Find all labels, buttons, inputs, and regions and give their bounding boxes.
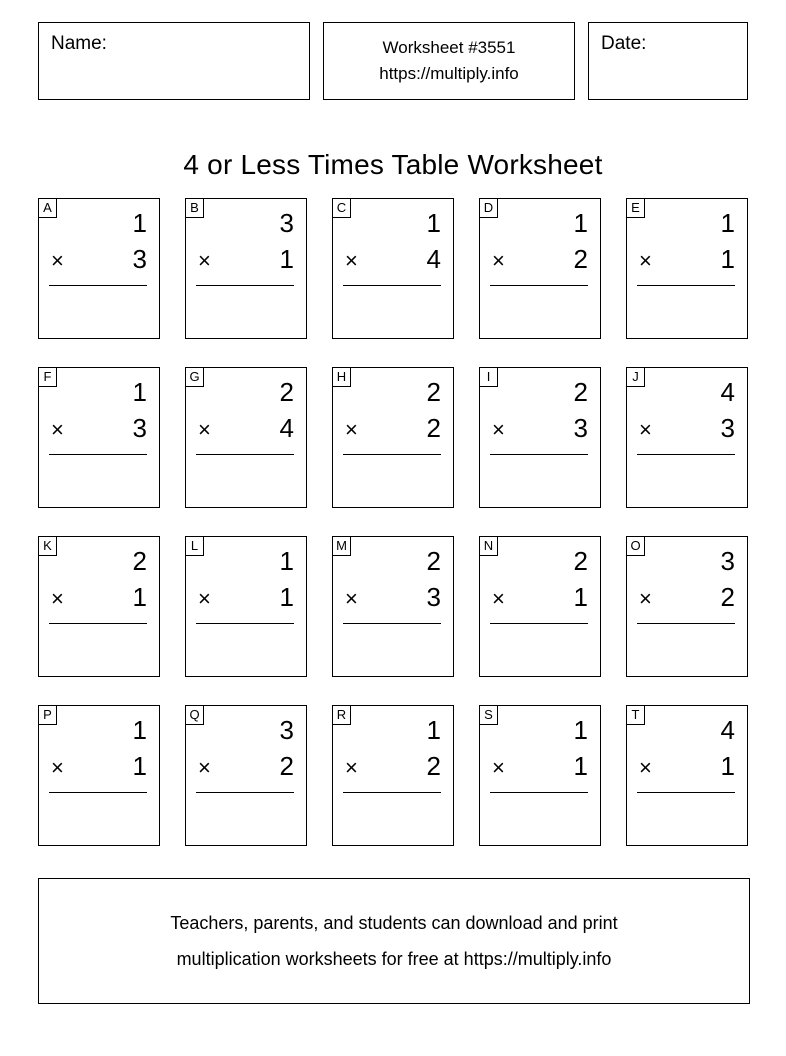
site-url: https://multiply.info	[379, 64, 519, 83]
operand-bottom: 2	[426, 751, 441, 781]
problem-operands	[627, 205, 749, 277]
problem-cell[interactable]	[38, 705, 160, 846]
operand-top: 2	[279, 377, 294, 407]
operand-top: 1	[132, 377, 147, 407]
answer-rule	[490, 792, 588, 793]
problem-label: G	[186, 368, 204, 387]
problem-operands	[333, 543, 455, 615]
problem-operands	[627, 543, 749, 615]
multiply-icon: ×	[492, 755, 505, 780]
problem-operands	[39, 543, 161, 615]
problem-cell[interactable]	[185, 705, 307, 846]
problem-label: O	[627, 537, 645, 556]
problem-cell[interactable]	[185, 367, 307, 508]
operand-top: 1	[132, 715, 147, 745]
operand-bottom: 2	[426, 413, 441, 443]
answer-rule	[637, 792, 735, 793]
footer-line-2: multiplication worksheets for free at https://multiply.info	[176, 949, 612, 969]
operand-bottom: 1	[573, 582, 588, 612]
problem-operands	[333, 374, 455, 446]
operand-bottom: 3	[720, 413, 735, 443]
operand-bottom-row	[345, 410, 441, 446]
worksheet-id: Worksheet #3551	[382, 38, 516, 57]
answer-rule	[637, 623, 735, 624]
multiply-icon: ×	[639, 586, 652, 611]
problem-cell[interactable]	[185, 536, 307, 677]
operand-bottom-row	[198, 748, 294, 784]
operand-top: 1	[426, 208, 441, 238]
problem-label: D	[480, 199, 498, 218]
operand-top: 4	[720, 715, 735, 745]
multiply-icon: ×	[639, 417, 652, 442]
problem-operands	[186, 712, 308, 784]
problem-cell[interactable]	[626, 198, 748, 339]
operand-bottom: 1	[279, 582, 294, 612]
operand-top: 4	[720, 377, 735, 407]
name-field-box[interactable]	[38, 22, 310, 100]
operand-bottom-row	[492, 241, 588, 277]
problem-cell[interactable]	[479, 198, 601, 339]
operand-bottom: 4	[426, 244, 441, 274]
multiply-icon: ×	[639, 248, 652, 273]
multiply-icon: ×	[492, 248, 505, 273]
operand-bottom-row	[639, 241, 735, 277]
operand-bottom-row	[639, 410, 735, 446]
operand-bottom-row	[639, 748, 735, 784]
answer-rule	[343, 285, 441, 286]
operand-bottom: 2	[573, 244, 588, 274]
footer-line-1: Teachers, parents, and students can download and print	[170, 913, 618, 933]
problem-cell[interactable]	[38, 367, 160, 508]
problem-cell[interactable]	[479, 367, 601, 508]
problem-cell[interactable]	[626, 705, 748, 846]
operand-bottom-row	[492, 748, 588, 784]
problem-label: H	[333, 368, 351, 387]
operand-top: 3	[279, 208, 294, 238]
problem-operands	[39, 374, 161, 446]
multiply-icon: ×	[345, 586, 358, 611]
operand-bottom-row	[345, 748, 441, 784]
operand-top: 3	[720, 546, 735, 576]
problem-operands	[39, 712, 161, 784]
problem-label: F	[39, 368, 57, 387]
operand-bottom: 4	[279, 413, 294, 443]
operand-bottom: 2	[279, 751, 294, 781]
problem-cell[interactable]	[38, 536, 160, 677]
operand-bottom: 1	[279, 244, 294, 274]
problem-label: K	[39, 537, 57, 556]
problem-label: P	[39, 706, 57, 725]
date-label: Date:	[601, 33, 647, 54]
answer-rule	[343, 623, 441, 624]
problem-operands	[333, 205, 455, 277]
worksheet-info-box	[323, 22, 575, 100]
operand-bottom-row	[198, 241, 294, 277]
problem-operands	[333, 712, 455, 784]
answer-rule	[637, 285, 735, 286]
page-title: 4 or Less Times Table Worksheet	[183, 148, 603, 180]
operand-bottom: 3	[426, 582, 441, 612]
answer-rule	[196, 454, 294, 455]
problem-operands	[186, 543, 308, 615]
problem-operands	[627, 374, 749, 446]
problem-cell[interactable]	[332, 367, 454, 508]
operand-top: 2	[426, 546, 441, 576]
operand-bottom: 1	[132, 751, 147, 781]
operand-top: 1	[426, 715, 441, 745]
problem-label: E	[627, 199, 645, 218]
answer-rule	[343, 454, 441, 455]
problem-operands	[480, 543, 602, 615]
problem-cell[interactable]	[626, 367, 748, 508]
operand-top: 2	[132, 546, 147, 576]
multiply-icon: ×	[198, 755, 211, 780]
problem-cell[interactable]	[332, 536, 454, 677]
answer-rule	[49, 285, 147, 286]
problem-cell[interactable]	[332, 705, 454, 846]
problem-cell[interactable]	[38, 198, 160, 339]
problem-label: L	[186, 537, 204, 556]
answer-rule	[490, 454, 588, 455]
operand-top: 1	[720, 208, 735, 238]
operand-bottom-row	[492, 410, 588, 446]
multiply-icon: ×	[198, 248, 211, 273]
problem-label: R	[333, 706, 351, 725]
answer-rule	[49, 623, 147, 624]
multiply-icon: ×	[198, 586, 211, 611]
problem-label: T	[627, 706, 645, 725]
operand-bottom-row	[492, 579, 588, 615]
problem-operands	[480, 712, 602, 784]
problem-operands	[39, 205, 161, 277]
problem-label: Q	[186, 706, 204, 725]
problem-label: A	[39, 199, 57, 218]
problem-label: C	[333, 199, 351, 218]
operand-bottom-row	[639, 579, 735, 615]
multiply-icon: ×	[345, 248, 358, 273]
operand-top: 2	[573, 546, 588, 576]
multiply-icon: ×	[492, 417, 505, 442]
problems-grid	[38, 198, 750, 846]
answer-rule	[343, 792, 441, 793]
multiply-icon: ×	[51, 417, 64, 442]
problem-cell[interactable]	[626, 536, 748, 677]
operand-bottom-row	[198, 410, 294, 446]
multiply-icon: ×	[639, 755, 652, 780]
operand-bottom-row	[51, 410, 147, 446]
problem-label: N	[480, 537, 498, 556]
operand-top: 1	[573, 715, 588, 745]
operand-top: 1	[573, 208, 588, 238]
problem-operands	[627, 712, 749, 784]
operand-top: 1	[132, 208, 147, 238]
operand-top: 3	[279, 715, 294, 745]
answer-rule	[49, 792, 147, 793]
multiply-icon: ×	[51, 755, 64, 780]
answer-rule	[196, 623, 294, 624]
footer-note	[38, 878, 750, 1004]
date-field-box[interactable]	[588, 22, 748, 100]
answer-rule	[490, 285, 588, 286]
multiply-icon: ×	[51, 248, 64, 273]
problem-cell[interactable]	[332, 198, 454, 339]
operand-bottom: 1	[720, 244, 735, 274]
operand-bottom-row	[51, 241, 147, 277]
operand-bottom: 1	[132, 582, 147, 612]
operand-bottom: 1	[573, 751, 588, 781]
operand-top: 2	[426, 377, 441, 407]
answer-rule	[490, 623, 588, 624]
problem-label: J	[627, 368, 645, 387]
problem-cell[interactable]	[185, 198, 307, 339]
problem-label: M	[333, 537, 351, 556]
operand-bottom-row	[345, 579, 441, 615]
problem-cell[interactable]	[479, 705, 601, 846]
problem-operands	[186, 374, 308, 446]
operand-bottom: 1	[720, 751, 735, 781]
problem-operands	[186, 205, 308, 277]
problem-label: B	[186, 199, 204, 218]
operand-bottom-row	[345, 241, 441, 277]
multiply-icon: ×	[345, 417, 358, 442]
name-label: Name:	[51, 33, 107, 54]
operand-bottom-row	[51, 579, 147, 615]
problem-operands	[480, 205, 602, 277]
multiply-icon: ×	[51, 586, 64, 611]
operand-bottom: 3	[573, 413, 588, 443]
multiply-icon: ×	[345, 755, 358, 780]
header-row	[38, 22, 748, 100]
problem-label: S	[480, 706, 498, 725]
problem-operands	[480, 374, 602, 446]
multiply-icon: ×	[492, 586, 505, 611]
problem-cell[interactable]	[479, 536, 601, 677]
operand-bottom: 3	[132, 244, 147, 274]
operand-top: 2	[573, 377, 588, 407]
multiply-icon: ×	[198, 417, 211, 442]
answer-rule	[196, 792, 294, 793]
answer-rule	[196, 285, 294, 286]
operand-bottom: 2	[720, 582, 735, 612]
problem-label: I	[480, 368, 498, 387]
operand-bottom: 3	[132, 413, 147, 443]
operand-top: 1	[279, 546, 294, 576]
operand-bottom-row	[198, 579, 294, 615]
answer-rule	[637, 454, 735, 455]
answer-rule	[49, 454, 147, 455]
operand-bottom-row	[51, 748, 147, 784]
